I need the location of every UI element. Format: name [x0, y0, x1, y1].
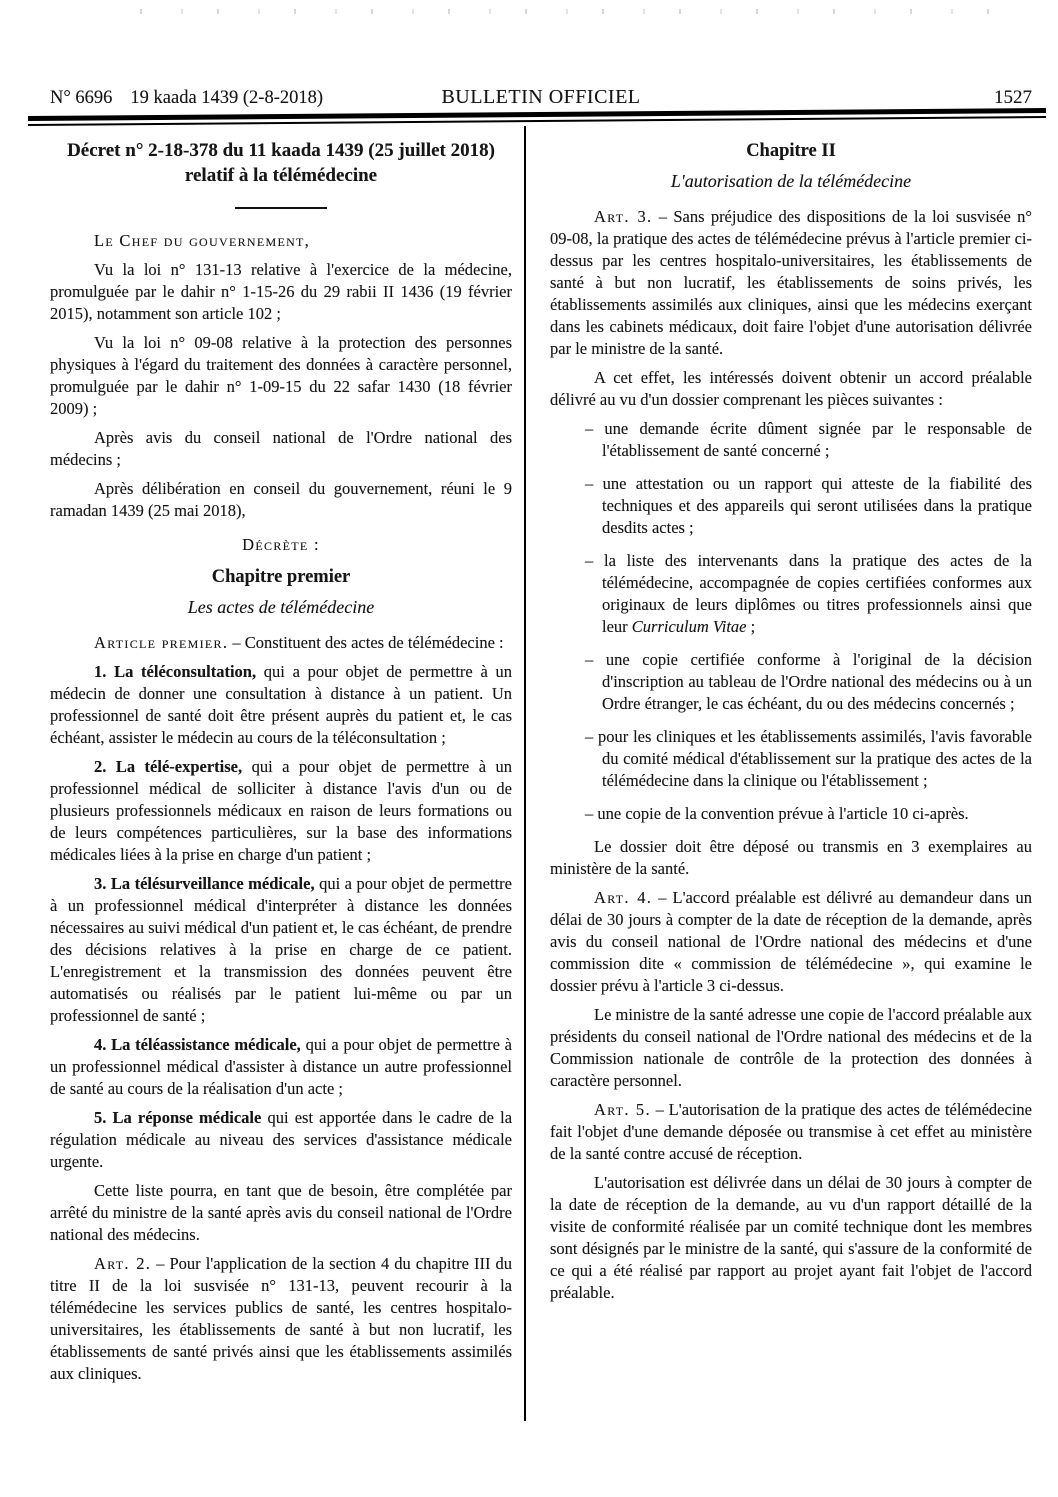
text-run: – Sans préjudice des dispositions de la loi susvisée n° 09-08, la pratique des actes de télémédecine prévus à l'article premier ci-dessus par les centres hospitalo-universitaires, les établissements de santé à but non lucratif, les établissements de soins privés, les établissements assimilés aux cliniques, ainsi que les médecins exerçant dans les cabinets médicaux, doit faire l'objet d'une autorisation délivrée par le ministre de la santé. [550, 207, 1032, 358]
paragraph [50, 332, 512, 420]
smallcaps-lead: Article premier. [94, 633, 229, 652]
left-column [50, 130, 524, 1421]
smallcaps-lead: Art. 5. [594, 1100, 651, 1119]
text-run: – la liste des intervenants dans la pratique des actes de la télémédecine, accompagnée de copies certifiées conformes aux originaux de leurs diplômes ou titres professionnels ainsi que leur [585, 551, 1032, 636]
bold-lead: 1. La téléconsultation, [94, 662, 257, 681]
text-run: – Pour l'application de la section 4 du chapitre III du titre II de la loi susvisée n° 131-13, peuvent recourir à la télémédecine les services publics de santé, les centres hospitalo-universitaires, les établissements de santé à but non lucratif, les établissements de santé privés ainsi que les établissements assimilés aux cliniques. [50, 1254, 512, 1383]
smallcaps-lead: Art. 3. [594, 207, 653, 226]
list-item [585, 550, 1032, 638]
list-item [585, 649, 1032, 715]
text-run: – pour les cliniques et les établissements assimilés, l'avis favorable du comité médical d'établissement sur la pratique des actes de la télémédecine dans la clinique ou l'établissement ; [585, 727, 1032, 790]
text-run: – L'accord préalable est délivré au demandeur dans un délai de 30 jours à compter de la date de réception de la demande, après avis du conseil national de l'Ordre national des médecins et d'une commission dite « commission de télémédecine », qui examine le dossier prévu à l'article 3 ci-dessus. [550, 888, 1032, 995]
smallcaps-lead: Art. 2. [94, 1254, 152, 1273]
paragraph [50, 756, 512, 866]
text-run: – une copie certifiée conforme à l'original de la décision d'inscription au tableau de l'Ordre national des médecins ou à un Ordre étranger, le cas échéant, du ou des médecins concernés ; [585, 650, 1032, 713]
smallcaps-lead: Le Chef du gouvernement, [94, 231, 311, 250]
right-column-text [550, 140, 1032, 1304]
text-run: L'autorisation de la télémédecine [670, 171, 912, 191]
text-run: qui a pour objet de permettre à un professionnel médical d'assister à distance un autre professionnel de santé au cours de la réalisation d'un acte ; [50, 1035, 512, 1098]
text-run: – L'autorisation de la pratique des actes de télémédecine fait l'objet d'une demande déposée ou transmise à cet effet au ministère de la santé contre accusé de réception. [550, 1100, 1032, 1163]
text-run: qui a pour objet de permettre à un médecin de donner une consultation à distance à un patient. Un professionnel de santé doit être présent auprès du patient et, le cas échéant, assister le médecin au cours de la téléconsultation ; [50, 662, 512, 747]
text-run: Vu la loi n° 09-08 relative à la protection des personnes physiques à l'égard du traitement des données à caractère personnel, promulguée par le dahir n° 1-09-15 du 22 safar 1430 (18 février 2009) ; [50, 333, 512, 418]
paragraph [50, 661, 512, 749]
list-item [585, 803, 1032, 825]
two-column-body [50, 130, 1032, 1421]
text-run: Après délibération en conseil du gouvernement, réuni le 9 ramadan 1439 (25 mai 2018), [50, 479, 512, 520]
paragraph [550, 1172, 1032, 1304]
paragraph [50, 427, 512, 471]
issue-number: N° 6696 [50, 88, 113, 108]
decree-title: Décret n° 2-18-378 du 11 kaada 1439 (25 juillet 2018) relatif à la télémédecine [67, 140, 495, 186]
paragraph [50, 478, 512, 522]
text-run: ; [746, 617, 756, 636]
bold-lead: 2. La télé-expertise, [94, 757, 243, 776]
smallcaps-lead: Décrète : [242, 535, 320, 554]
bold-lead: 5. La réponse médicale [94, 1108, 262, 1127]
paragraph [50, 534, 512, 556]
paragraph [50, 632, 512, 654]
smallcaps-lead: Art. 4. [594, 888, 653, 907]
paragraph [550, 170, 1032, 192]
paragraph [50, 230, 512, 252]
text-run: Chapitre II [746, 141, 836, 161]
paragraph [550, 1099, 1032, 1165]
text-run: Chapitre premier [211, 567, 351, 587]
paragraph [550, 836, 1032, 880]
paragraph [50, 873, 512, 1027]
text-run: Le ministre de la santé adresse une copie de l'accord préalable aux présidents du conseil national de l'Ordre national des médecins et de la Commission nationale de contrôle de la protection des données à caractère personnel. [550, 1005, 1032, 1090]
running-head [50, 86, 1032, 109]
paragraph [550, 1004, 1032, 1092]
title-separator-rule [235, 207, 327, 209]
paragraph [50, 1180, 512, 1246]
paragraph [50, 259, 512, 325]
left-column-text [50, 230, 512, 1385]
text-run: Le dossier doit être déposé ou transmis en 3 exemplaires au ministère de la santé. [550, 837, 1032, 878]
list-item [585, 473, 1032, 539]
text-run: Les actes de télémédecine [187, 597, 375, 617]
text-run: Après avis du conseil national de l'Ordre national des médecins ; [50, 428, 512, 469]
text-run: L'autorisation est délivrée dans un délai de 30 jours à compter de la date de réception de la demande, au vu d'un rapport détaillé de la visite de conformité réalisée par un comité technique dont les membres sont désignés par le ministre de la santé, qui s'assure de la conformité de ce qui a été réalisé par rapport au projet ayant fait l'objet de l'accord préalable. [550, 1173, 1032, 1302]
bold-lead: 3. La télésurveillance médicale, [94, 874, 315, 893]
italic-run: Curriculum Vitae [631, 617, 747, 636]
issue-and-date [50, 88, 390, 109]
paragraph [50, 1253, 512, 1385]
paragraph [550, 140, 1032, 162]
scan-noise-strip [140, 9, 1008, 14]
issue-date: 19 kaada 1439 (2-8-2018) [130, 88, 324, 108]
paragraph [50, 596, 512, 618]
text-run: A cet effet, les intéressés doivent obtenir un accord préalable délivré au vu d'un dossier comprenant les pièces suivantes : [550, 368, 1032, 409]
text-run: qui a pour objet de permettre à un professionnel médical d'interpréter à distance les données nécessaires au suivi médical d'un patient et, le cas échéant, de prendre des décisions relatives à la prise en charge de ce patient. L'enregistrement et la transmission des données peuvent être automatisés ou réalisés par le patient lui-même ou par un professionnel de santé ; [50, 874, 512, 1025]
right-column [526, 130, 1032, 1421]
header-double-rule [28, 108, 1046, 126]
text-run: Vu la loi n° 131-13 relative à l'exercice de la médecine, promulguée par le dahir n° 1-15-26 du 29 rabii II 1436 (19 février 2015), notamment son article 102 ; [50, 260, 512, 323]
paragraph [550, 367, 1032, 411]
text-run: qui a pour objet de permettre à un professionnel médical de solliciter à distance l'avis d'un ou de plusieurs professionnels médicaux en raison de leurs formations ou de leurs compétences particulières, sur la base des informations médicales liées à la prise en charge d'un patient ; [50, 757, 512, 864]
paragraph [50, 1034, 512, 1100]
paragraph [50, 566, 512, 588]
text-run: qui est apportée dans le cadre de la régulation médicale au niveau des services d'assistance médicale urgente. [50, 1108, 513, 1171]
bold-lead: 4. La téléassistance médicale, [94, 1035, 301, 1054]
paragraph [550, 887, 1032, 997]
list-item [585, 418, 1032, 462]
paragraph [50, 1107, 512, 1173]
text-run: – une copie de la convention prévue à l'article 10 ci-après. [585, 804, 969, 823]
list-item [585, 726, 1032, 792]
text-run: – Constituent des actes de télémédecine : [228, 633, 504, 652]
paragraph [550, 206, 1032, 360]
page-number: 1527 [994, 87, 1032, 108]
text-run: Cette liste pourra, en tant que de besoin, être complétée par arrêté du ministre de la santé après avis du conseil national de l'Ordre national des médecins. [50, 1181, 512, 1244]
text-run: – une demande écrite dûment signée par le responsable de l'établissement de santé concerné ; [585, 419, 1032, 460]
journal-title: BULLETIN OFFICIEL [441, 86, 641, 108]
text-run: – une attestation ou un rapport qui atteste de la fiabilité des techniques et des appareils qui seront utilisées dans la pratique desdits actes ; [585, 474, 1032, 537]
